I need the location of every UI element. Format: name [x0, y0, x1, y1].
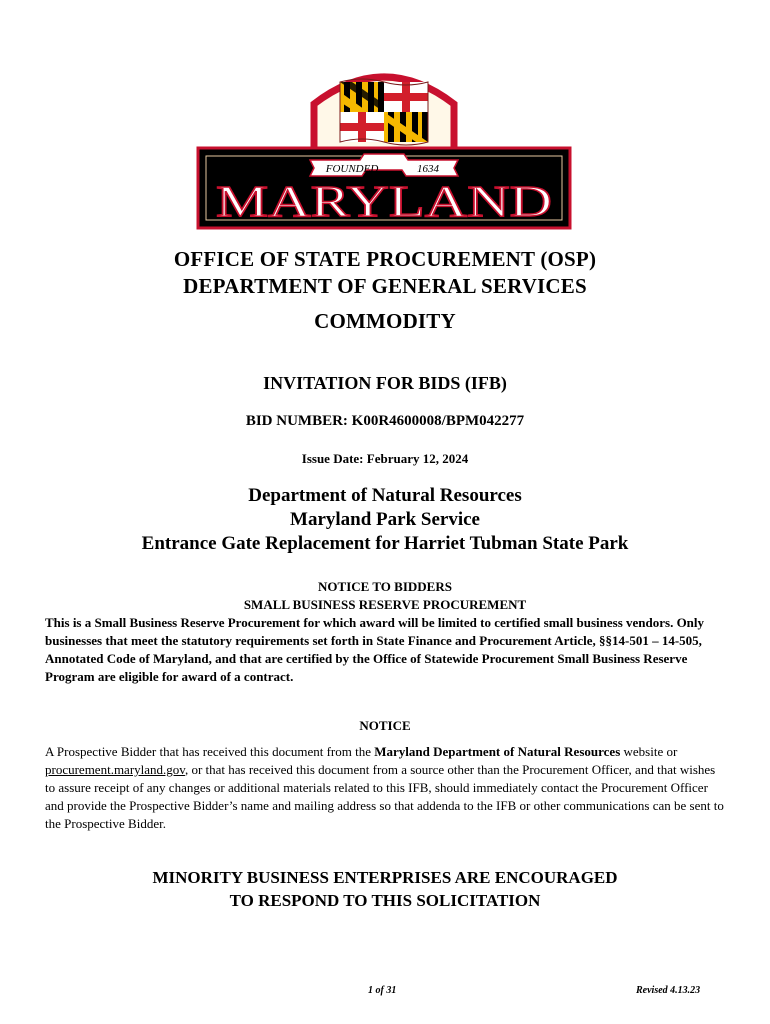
- mbe-line-2: TO RESPOND TO THIS SOLICITATION: [229, 891, 541, 910]
- revision-date: Revised 4.13.23: [636, 985, 701, 996]
- category-title: COMMODITY: [314, 309, 456, 333]
- department-title: DEPARTMENT OF GENERAL SERVICES: [183, 274, 587, 298]
- notice-text-1: A Prospective Bidder that has received this document from the: [45, 744, 375, 759]
- notice-to-bidders-title: NOTICE TO BIDDERS: [318, 579, 452, 594]
- maryland-logo: [192, 64, 576, 232]
- notice-agency: Maryland Department of Natural Resources: [374, 744, 621, 759]
- logo-wordmark: MARYLAND: [216, 177, 552, 226]
- page-number: 1 of 31: [368, 985, 397, 996]
- notice-body: [45, 743, 725, 833]
- founded-year: 1634: [417, 163, 439, 175]
- procurement-link[interactable]: procurement.maryland.gov: [45, 762, 185, 777]
- solicitation-type: INVITATION FOR BIDS (IFB): [263, 373, 507, 393]
- notice-text-2: website or: [620, 744, 678, 759]
- sbr-subtitle: SMALL BUSINESS RESERVE PROCUREMENT: [243, 597, 527, 612]
- project-title: Entrance Gate Replacement for Harriet Tubman State Park: [141, 533, 629, 554]
- office-title: OFFICE OF STATE PROCUREMENT (OSP): [173, 247, 597, 271]
- sbr-notice-body: This is a Small Business Reserve Procurement for which award will be limited to certified small business vendors. Only businesses that meet the statutory requirements set forth in State Finance and Procurement Article, §§14-501 – 14-505, Annotated Code of Maryland, and that are certified by the Office of Statewide Procurement Small Business Reserve Program are eligible for award of a contract.: [45, 615, 705, 684]
- agency-name: Department of Natural Resources: [248, 485, 522, 506]
- founded-label: FOUNDED: [325, 163, 379, 175]
- notice-title: NOTICE: [359, 718, 411, 733]
- issue-date: Issue Date: February 12, 2024: [301, 451, 469, 466]
- mbe-line-1: MINORITY BUSINESS ENTERPRISES ARE ENCOURAGED: [152, 868, 618, 887]
- notice-text-3: , or that has received this document from a source other than the Procurement Officer, and that wishes to assure receipt of any changes or additional materials related to this IFB, should immediately contact the Procurement Officer and provide the Prospective Bidder’s name and mailing address so that addenda to the IFB or other communications can be sent to the Prospective Bidder.: [45, 762, 724, 831]
- maryland-flag-icon: [340, 79, 428, 145]
- bid-number: BID NUMBER: K00R4600008/BPM042277: [245, 413, 525, 429]
- agency-division: Maryland Park Service: [290, 509, 480, 530]
